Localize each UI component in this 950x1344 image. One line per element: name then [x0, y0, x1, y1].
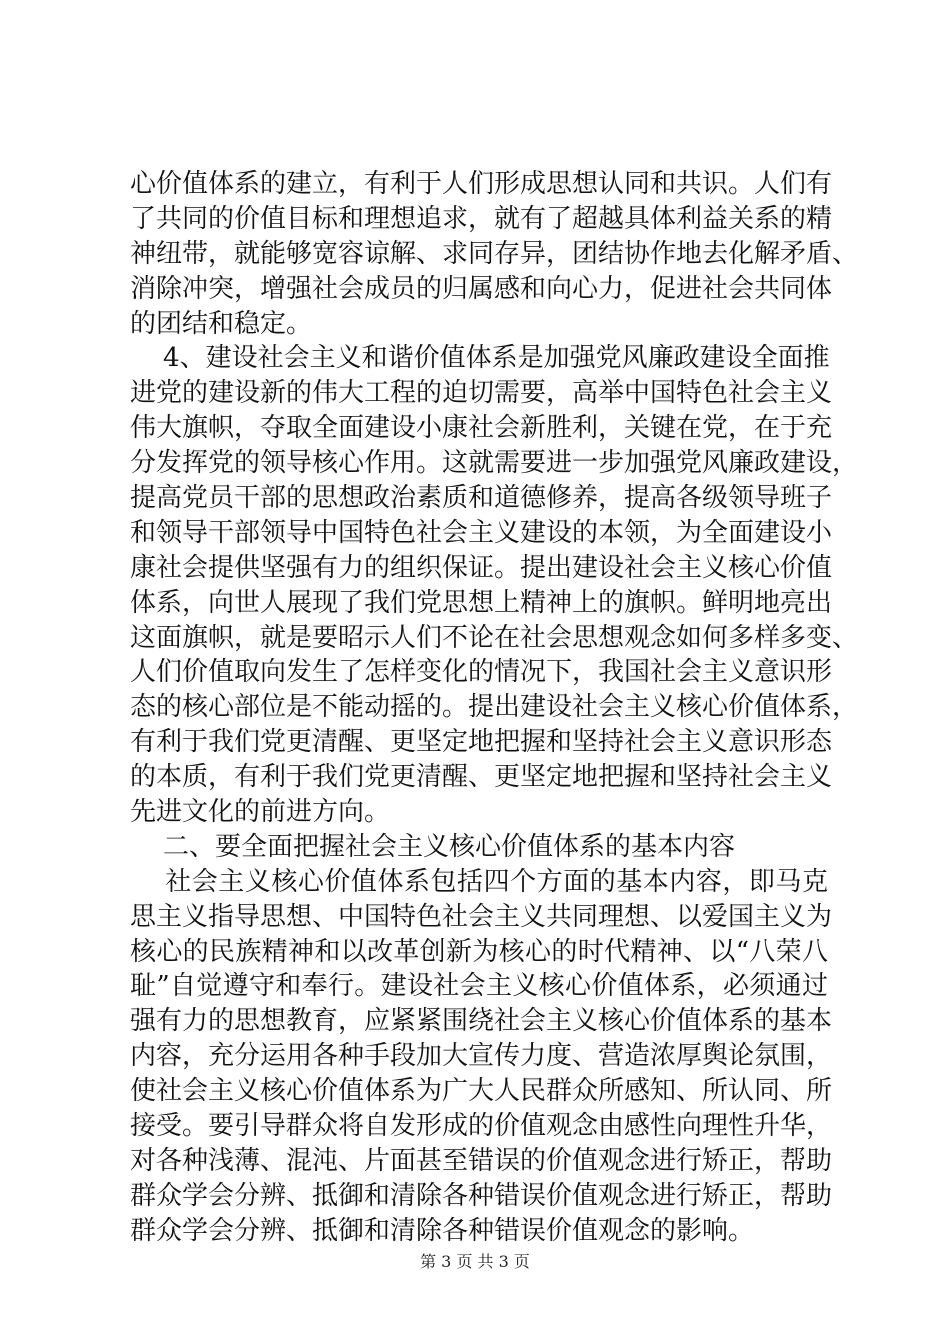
text-line: 使社会主义核心价值体系为广大人民群众所感知、所认同、所 [130, 1076, 833, 1107]
text-line: 伟大旗帜，夺取全面建设小康社会新胜利，关键在党，在于充 [130, 413, 833, 444]
text-line: 强有力的思想教育，应紧紧围绕社会主义核心价值体系的基本 [130, 1006, 833, 1037]
text-line: 内容，充分运用各种手段加大宣传力度、营造浓厚舆论氛围， [130, 1041, 833, 1072]
text-line: 分发挥党的领导核心作用。这就需要进一步加强党风廉政建设， [130, 448, 859, 479]
text-line: 人们价值取向发生了怎样变化的情况下，我国社会主义意识形 [130, 657, 833, 688]
text-line: 了共同的价值目标和理想追求，就有了超越具体利益关系的精 [130, 203, 833, 234]
text-line: 群众学会分辨、抵御和清除各种错误价值观念进行矫正，帮助 [130, 1180, 833, 1211]
text-line: 态的核心部位是不能动摇的。提出建设社会主义核心价值体系， [130, 692, 859, 723]
text-line: 的团结和稳定。 [130, 308, 313, 339]
text-line: 对各种浅薄、混沌、片面甚至错误的价值观念进行矫正，帮助 [130, 1145, 833, 1176]
page-footer: 第 3 页 共 3 页 [420, 1252, 530, 1271]
text-line: 心价值体系的建立，有利于人们形成思想认同和共识。人们有 [130, 169, 833, 199]
text-line: 体系，向世人展现了我们党思想上精神上的旗帜。鲜明地亮出 [130, 587, 833, 618]
text-line: 二、要全面把握社会主义核心价值体系的基本内容 [130, 831, 736, 862]
document-body [130, 167, 859, 1249]
text-line: 社会主义核心价值体系包括四个方面的基本内容，即马克 [130, 866, 828, 897]
text-line: 消除冲突，增强社会成员的归属感和向心力，促进社会共同体 [130, 273, 833, 304]
text-line: 神纽带，就能够宽容谅解、求同存异，团结协作地去化解矛盾、 [130, 238, 859, 269]
text-line: 提高党员干部的思想政治素质和道德修养，提高各级领导班子 [130, 483, 833, 514]
text-line: 核心的民族精神和以改革创新为核心的时代精神、以“八荣八 [130, 936, 828, 967]
text-line: 接受。要引导群众将自发形成的价值观念由感性向理性升华， [130, 1111, 833, 1142]
text-line: 有利于我们党更清醒、更坚定地把握和坚持社会主义意识形态 [130, 727, 833, 758]
text-line: 和领导干部领导中国特色社会主义建设的本领，为全面建设小 [130, 517, 833, 548]
text-line: 先进文化的前进方向。 [130, 797, 391, 828]
text-line: 的本质，有利于我们党更清醒、更坚定地把握和坚持社会主义 [130, 762, 833, 793]
text-line: 群众学会分辨、抵御和清除各种错误价值观念的影响。 [130, 1215, 755, 1246]
text-line: 4、建设社会主义和谐价值体系是加强党风廉政建设全面推 [130, 343, 830, 374]
text-line: 这面旗帜，就是要昭示人们不论在社会思想观念如何多样多变、 [130, 622, 859, 653]
text-line: 进党的建设新的伟大工程的迫切需要，高举中国特色社会主义 [130, 378, 833, 409]
text-line: 康社会提供坚强有力的组织保证。提出建设社会主义核心价值 [130, 552, 833, 583]
text-line: 耻”自觉遵守和奉行。建设社会主义核心价值体系，必须通过 [130, 971, 828, 1002]
text-line: 思主义指导思想、中国特色社会主义共同理想、以爱国主义为 [130, 901, 833, 932]
